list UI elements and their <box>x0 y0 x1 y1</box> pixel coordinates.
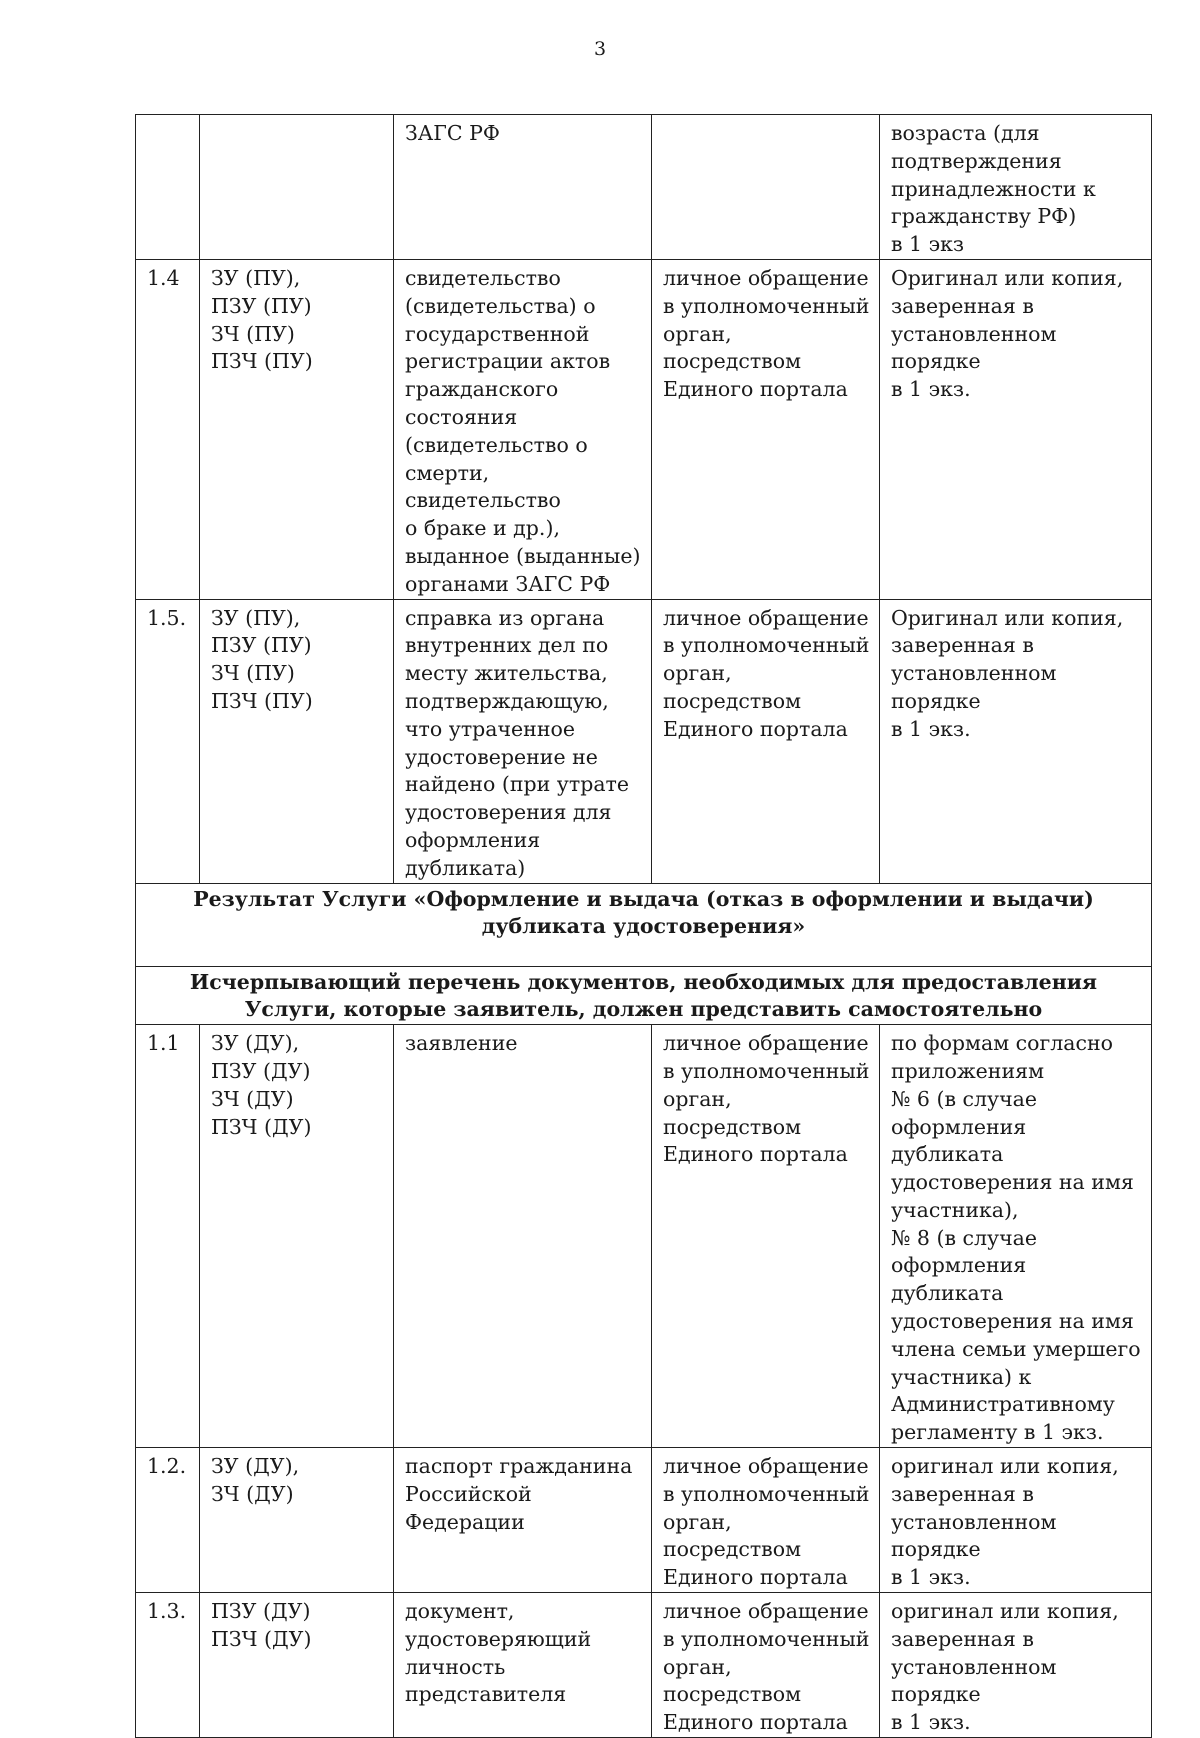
applicant-category-cell: ЗУ (ДУ), ПЗУ (ДУ) ЗЧ (ДУ) ПЗЧ (ДУ) <box>200 1025 394 1448</box>
applicant-category-cell: ЗУ (ДУ), ЗЧ (ДУ) <box>200 1448 394 1593</box>
document-requirements-cell: возраста (для подтверждения принадлежности к гражданству РФ) в 1 экз <box>880 115 1152 260</box>
document-requirements-cell: Оригинал или копия, заверенная в установленном порядке в 1 экз. <box>880 599 1152 883</box>
page-number: 3 <box>593 38 607 60</box>
row-number-cell: 1.5. <box>136 599 200 883</box>
table-row <box>136 1025 1152 1448</box>
submission-method-cell: личное обращение в уполномоченный орган, посредством Единого портала <box>652 599 880 883</box>
document-name-cell: справка из органа внутренних дел по месту жительства, подтверждающую, что утраченное удостоверение не найдено (при утрате удостоверения для оформления дубликата) <box>394 599 652 883</box>
row-number-cell: 1.4 <box>136 259 200 599</box>
row-number-cell: 1.2. <box>136 1448 200 1593</box>
table-row <box>136 1593 1152 1738</box>
documents-table <box>135 114 1152 1738</box>
section-heading-document-list: Исчерпывающий перечень документов, необходимых для предоставления Услуги, которые заявитель, должен представить самостоятельно <box>136 966 1152 1025</box>
document-requirements-cell: оригинал или копия, заверенная в установленном порядке в 1 экз. <box>880 1448 1152 1593</box>
document-name-cell: свидетельство (свидетельства) о государственной регистрации актов гражданского состояния (свидетельство о смерти, свидетельство о браке и др.), выданное (выданные) органами ЗАГС РФ <box>394 259 652 599</box>
section-header-row <box>136 966 1152 1025</box>
document-name-cell: заявление <box>394 1025 652 1448</box>
submission-method-cell: личное обращение в уполномоченный орган, посредством Единого портала <box>652 1025 880 1448</box>
submission-method-cell: личное обращение в уполномоченный орган, посредством Единого портала <box>652 259 880 599</box>
submission-method-cell: личное обращение в уполномоченный орган, посредством Единого портала <box>652 1593 880 1738</box>
table-row <box>136 115 1152 260</box>
document-requirements-cell: по формам согласно приложениям № 6 (в случае оформления дубликата удостоверения на имя участника), № 8 (в случае оформления дубликата удостоверения на имя члена семьи умершего участника) к Административному регламенту в 1 экз. <box>880 1025 1152 1448</box>
table-row <box>136 599 1152 883</box>
row-number-cell: 1.1 <box>136 1025 200 1448</box>
applicant-category-cell <box>200 115 394 260</box>
row-number-cell: 1.3. <box>136 1593 200 1738</box>
table-row <box>136 1448 1152 1593</box>
applicant-category-cell: ЗУ (ПУ), ПЗУ (ПУ) ЗЧ (ПУ) ПЗЧ (ПУ) <box>200 259 394 599</box>
document-name-cell: документ, удостоверяющий личность представителя <box>394 1593 652 1738</box>
section-heading-result: Результат Услуги «Оформление и выдача (отказ в оформлении и выдачи) дубликата удостоверения» <box>136 883 1152 966</box>
applicant-category-cell: ПЗУ (ДУ) ПЗЧ (ДУ) <box>200 1593 394 1738</box>
applicant-category-cell: ЗУ (ПУ), ПЗУ (ПУ) ЗЧ (ПУ) ПЗЧ (ПУ) <box>200 599 394 883</box>
submission-method-cell <box>652 115 880 260</box>
document-requirements-cell: Оригинал или копия, заверенная в установленном порядке в 1 экз. <box>880 259 1152 599</box>
section-header-row <box>136 883 1152 966</box>
table-row <box>136 259 1152 599</box>
submission-method-cell: личное обращение в уполномоченный орган, посредством Единого портала <box>652 1448 880 1593</box>
document-name-cell: ЗАГС РФ <box>394 115 652 260</box>
document-requirements-cell: оригинал или копия, заверенная в установленном порядке в 1 экз. <box>880 1593 1152 1738</box>
row-number-cell <box>136 115 200 260</box>
document-name-cell: паспорт гражданина Российской Федерации <box>394 1448 652 1593</box>
